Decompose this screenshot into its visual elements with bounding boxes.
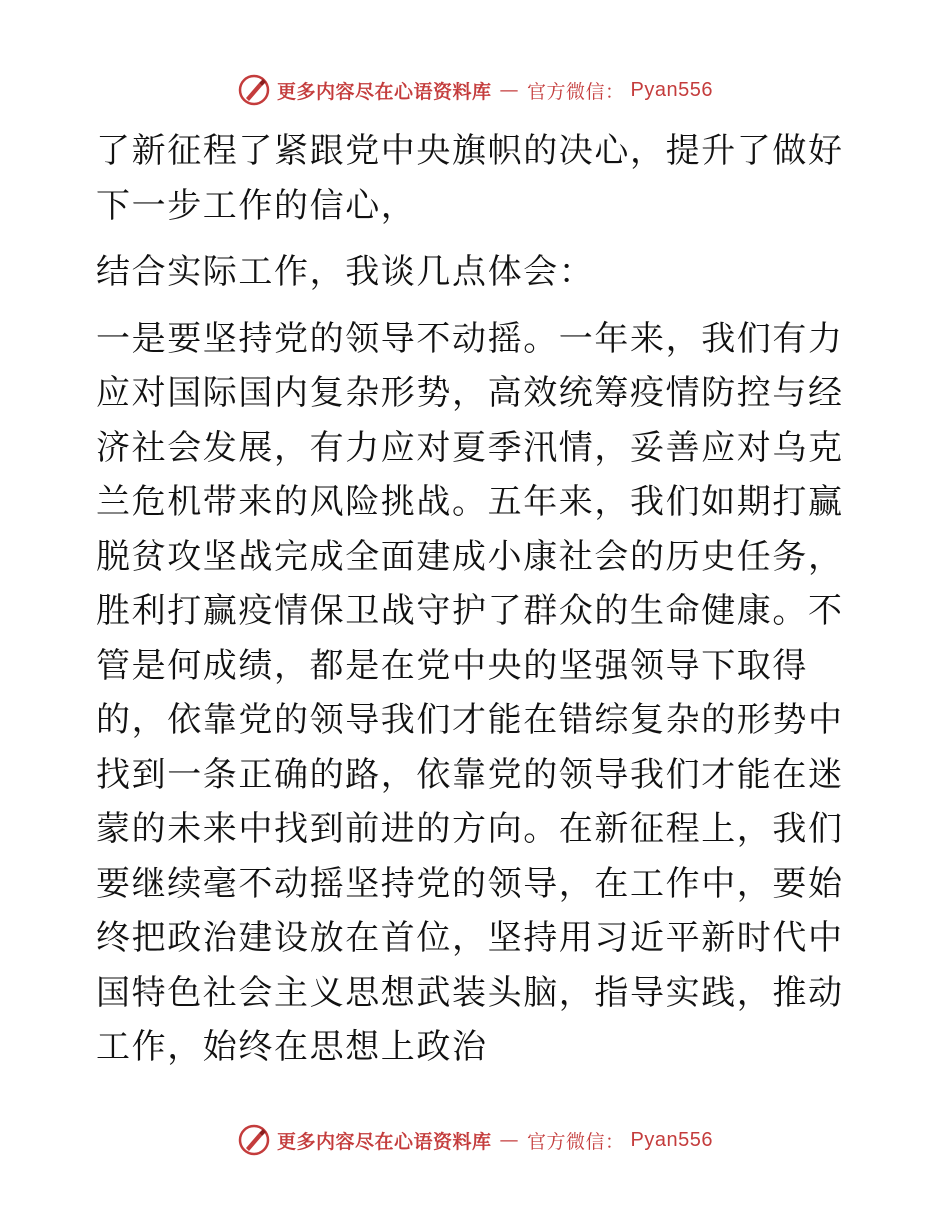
pen-logo-icon [237,1123,271,1157]
watermark-wechat-label: 官方微信： [527,1130,625,1153]
watermark-separator: — [499,1129,520,1151]
watermark-main-text: 更多内容尽在心语资料库 [277,80,492,103]
paragraph-point-one: 一是要坚持党的领导不动摇。一年来，我们有力应对国际国内复杂形势，高效统筹疫情防控与经济社会发展，有力应对夏季汛情，妥善应对乌克兰危机带来的风险挑战。五年来，我们如期打赢脱贫攻坚战完成全面建成小康社会的历史任务，胜利打赢疫情保卫战守护了群众的生命健康。不管是何成绩，都是在党中央的坚强领导下取得的，依靠党的领导我们才能在错综复杂的形势中找到一条正确的路，依靠党的领导我们才能在迷蒙的未来中找到前进的方向。在新征程上，我们要继续毫不动摇坚持党的领导，在工作中，要始终把政治建设放在首位，坚持用习近平新时代中国特色社会主义思想武装头脑，指导实践，推动工作，始终在思想上政治 [96,318,844,1067]
watermark-wechat-id: Pyan556 [630,78,713,101]
watermark-wechat-label: 官方微信： [527,80,625,103]
pen-logo-icon [237,73,271,107]
watermark-wechat-id: Pyan556 [630,1128,713,1151]
paragraph-continuation: 了新征程了紧跟党中央旗帜的决心，提升了做好下一步工作的信心， [96,131,844,226]
document-body [96,124,848,1075]
paragraph-intro: 结合实际工作，我谈几点体会： [96,252,595,292]
header-watermark [0,70,950,110]
footer-watermark [0,1120,950,1160]
watermark-main-text: 更多内容尽在心语资料库 [277,1130,492,1153]
watermark-separator: — [499,79,520,101]
